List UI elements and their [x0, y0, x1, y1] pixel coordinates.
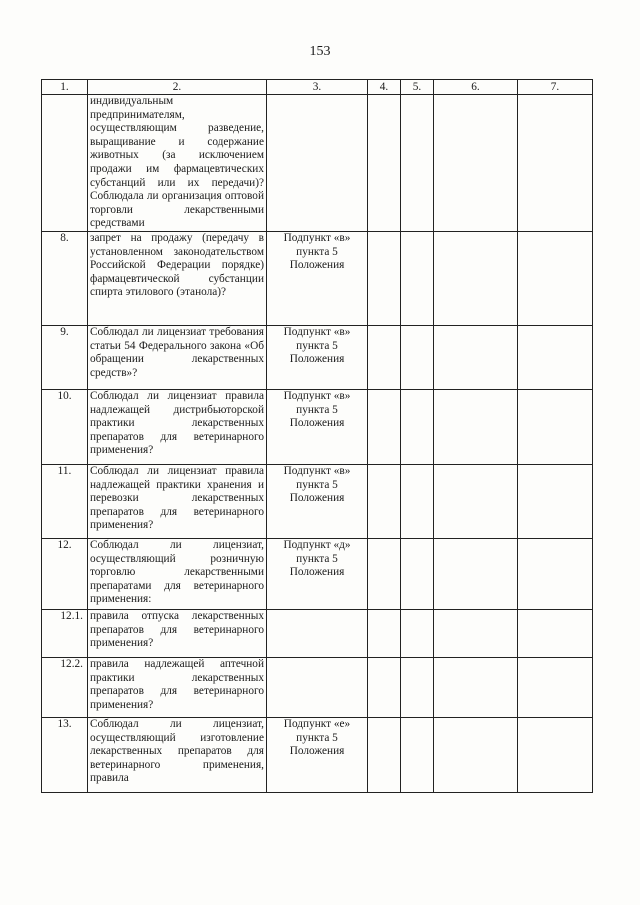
question-text: Соблюдал ли лицензиат правила надлежащей практики хранения и перевозки лекарственных препаратов для ветеринарного применения?	[88, 464, 267, 538]
column-header: 2.	[88, 80, 267, 95]
table-row	[42, 231, 593, 325]
notes-cell	[518, 538, 593, 609]
legal-reference	[267, 657, 368, 717]
answer-cell-yes	[368, 538, 401, 609]
question-text: правила отпуска лекарственных препаратов для ветеринарного применения?	[88, 609, 267, 657]
question-text: индивидуальным предпринимателям, осуществляющим разведение, выращивание и содержание животных (за исключением продажи им фармацевтических субстанций или их передачи)? Соблюдала ли организация оптовой торговли лекарственными средствами	[88, 95, 267, 232]
table-row	[42, 717, 593, 792]
column-header: 4.	[368, 80, 401, 95]
answer-cell-no	[401, 609, 434, 657]
notes-cell	[518, 95, 593, 232]
answer-cell-yes	[368, 95, 401, 232]
table-row	[42, 95, 593, 232]
table-row	[42, 325, 593, 389]
answer-cell-na	[434, 538, 518, 609]
notes-cell	[518, 389, 593, 464]
row-number: 12.2.	[42, 657, 88, 717]
row-number: 8.	[42, 231, 88, 325]
answer-cell-no	[401, 538, 434, 609]
notes-cell	[518, 609, 593, 657]
answer-cell-no	[401, 231, 434, 325]
question-text: Соблюдал ли лицензиат требования статьи 54 Федерального закона «Об обращении лекарственных средств»?	[88, 325, 267, 389]
answer-cell-na	[434, 95, 518, 232]
checklist-table	[41, 79, 593, 793]
column-header: 6.	[434, 80, 518, 95]
row-number	[42, 95, 88, 232]
legal-reference: Подпункт «в» пункта 5 Положения	[267, 464, 368, 538]
notes-cell	[518, 325, 593, 389]
question-text: Соблюдал ли лицензиат, осуществляющий розничную торговлю лекарственными препаратами для ветеринарного применения:	[88, 538, 267, 609]
answer-cell-yes	[368, 231, 401, 325]
table-row	[42, 538, 593, 609]
table-row	[42, 609, 593, 657]
notes-cell	[518, 657, 593, 717]
answer-cell-yes	[368, 609, 401, 657]
question-text: запрет на продажу (передачу в установленном законодательством Российской Федерации порядке) фармацевтической субстанции спирта этилового (этанола)?	[88, 231, 267, 325]
answer-cell-na	[434, 231, 518, 325]
column-header: 3.	[267, 80, 368, 95]
table-row	[42, 657, 593, 717]
row-number: 12.1.	[42, 609, 88, 657]
legal-reference: Подпункт «в» пункта 5 Положения	[267, 389, 368, 464]
header-row	[42, 80, 593, 95]
answer-cell-na	[434, 464, 518, 538]
row-number: 10.	[42, 389, 88, 464]
legal-reference	[267, 95, 368, 232]
notes-cell	[518, 464, 593, 538]
answer-cell-na	[434, 389, 518, 464]
row-number: 9.	[42, 325, 88, 389]
answer-cell-na	[434, 657, 518, 717]
answer-cell-yes	[368, 464, 401, 538]
answer-cell-no	[401, 325, 434, 389]
question-text: правила надлежащей аптечной практики лекарственных препаратов для ветеринарного применения?	[88, 657, 267, 717]
table-row	[42, 389, 593, 464]
legal-reference: Подпункт «в» пункта 5 Положения	[267, 325, 368, 389]
page-number: 153	[309, 44, 331, 59]
row-number: 11.	[42, 464, 88, 538]
answer-cell-na	[434, 609, 518, 657]
question-text: Соблюдал ли лицензиат правила надлежащей дистрибьюторской практики лекарственных препаратов для ветеринарного применения?	[88, 389, 267, 464]
question-text: Соблюдал ли лицензиат, осуществляющий изготовление лекарственных препаратов для ветеринарного применения, правила	[88, 717, 267, 792]
answer-cell-no	[401, 95, 434, 232]
answer-cell-na	[434, 717, 518, 792]
answer-cell-no	[401, 717, 434, 792]
legal-reference: Подпункт «в» пункта 5 Положения	[267, 231, 368, 325]
notes-cell	[518, 717, 593, 792]
answer-cell-na	[434, 325, 518, 389]
notes-cell	[518, 231, 593, 325]
legal-reference: Подпункт «д» пункта 5 Положения	[267, 538, 368, 609]
legal-reference	[267, 609, 368, 657]
answer-cell-no	[401, 389, 434, 464]
column-header: 1.	[42, 80, 88, 95]
answer-cell-yes	[368, 717, 401, 792]
table-row	[42, 464, 593, 538]
row-number: 13.	[42, 717, 88, 792]
answer-cell-yes	[368, 657, 401, 717]
row-number: 12.	[42, 538, 88, 609]
answer-cell-no	[401, 464, 434, 538]
column-header: 7.	[518, 80, 593, 95]
answer-cell-no	[401, 657, 434, 717]
answer-cell-yes	[368, 325, 401, 389]
column-header: 5.	[401, 80, 434, 95]
answer-cell-yes	[368, 389, 401, 464]
legal-reference: Подпункт «е» пункта 5 Положения	[267, 717, 368, 792]
